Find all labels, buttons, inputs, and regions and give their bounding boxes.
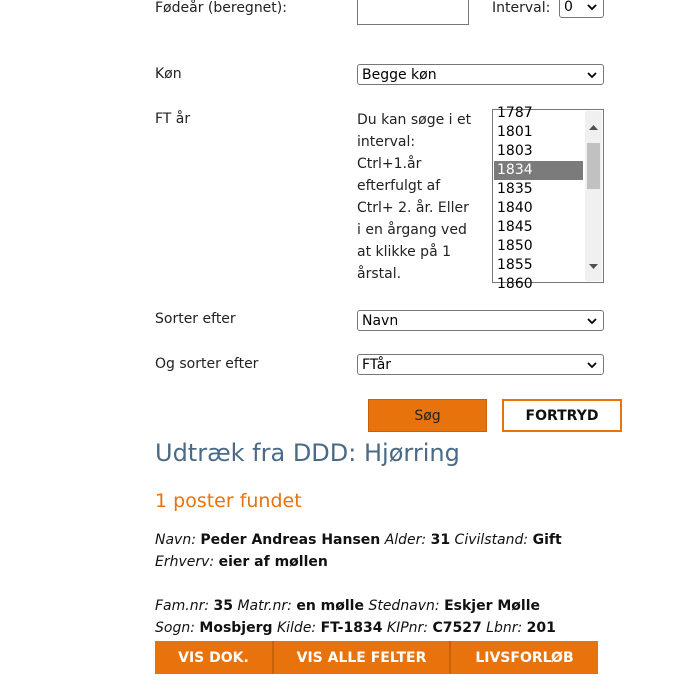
show-doc-button[interactable]: VIS DOK. [155, 641, 274, 674]
show-all-fields-button[interactable]: VIS ALLE FELTER [274, 641, 451, 674]
cancel-button[interactable]: FORTRYD [502, 399, 622, 432]
gender-label: Køn [155, 66, 182, 82]
scroll-down-icon[interactable] [588, 256, 599, 275]
chevron-down-icon [585, 68, 599, 82]
ft-year-help-text: Du kan søge i et interval: Ctrl+1.år efterfulgt af Ctrl+ 2. år. Eller i en årgang ved at klikke på 1 årstal. [357, 112, 472, 282]
parish-label: Sogn: [155, 620, 195, 636]
civil-value: Gift [532, 532, 562, 548]
sort-label: Sorter efter [155, 311, 236, 327]
sort2-value: FTår [362, 356, 392, 373]
chevron-down-icon [585, 358, 599, 372]
record-block [155, 529, 615, 639]
scroll-up-icon[interactable] [588, 116, 599, 135]
kipnr-value: C7527 [432, 620, 482, 636]
ft-year-listbox[interactable] [492, 105, 604, 292]
name-value: Peder Andreas Hansen [200, 532, 381, 548]
civil-label: Civilstand: [454, 532, 529, 548]
record-actions [155, 641, 598, 674]
famnr-value: 35 [213, 598, 234, 614]
scroll-thumb[interactable] [587, 143, 600, 189]
parish-value: Mosbjerg [199, 620, 273, 636]
results-heading: Udtræk fra DDD: Hjørring [155, 439, 460, 467]
place-value: Eskjer Mølle [444, 598, 541, 614]
chevron-down-icon [585, 314, 599, 328]
ft-year-option[interactable]: 1835 [497, 181, 533, 197]
record-line-3 [155, 595, 615, 617]
ft-year-label: FT år [155, 111, 191, 127]
occupation-value: eier af møllen [218, 554, 328, 570]
interval-label: Interval: [492, 0, 551, 16]
place-label: Stednavn: [368, 598, 440, 614]
birth-year-label: Fødeår (beregnet): [155, 0, 287, 16]
source-label: Kilde: [276, 620, 317, 636]
sort-value: Navn [362, 312, 399, 329]
age-label: Alder: [384, 532, 427, 548]
ft-year-option[interactable]: 1845 [497, 219, 533, 235]
sort2-label: Og sorter efter [155, 356, 259, 372]
famnr-label: Fam.nr: [155, 598, 210, 614]
life-course-button[interactable]: LIVSFORLØB [475, 649, 574, 666]
chevron-down-icon [585, 0, 599, 14]
search-button[interactable]: Søg [368, 399, 487, 432]
sort-select[interactable] [357, 310, 604, 331]
ft-year-option[interactable]: 1834 [494, 161, 583, 180]
record-line-4 [155, 617, 615, 639]
source-value: FT-1834 [320, 620, 383, 636]
record-line-2 [155, 551, 615, 573]
name-label: Navn: [155, 532, 196, 548]
ft-year-option[interactable]: 1855 [497, 257, 533, 273]
age-value: 31 [430, 532, 451, 548]
lbnr-value: 201 [526, 620, 556, 636]
record-line-1 [155, 529, 615, 551]
ft-year-option[interactable]: 1860 [497, 276, 533, 292]
ft-year-option[interactable]: 1840 [497, 200, 533, 216]
ft-year-option[interactable]: 1803 [497, 143, 533, 159]
listbox-scrollbar[interactable] [585, 111, 602, 281]
kipnr-label: KIPnr: [386, 620, 429, 636]
occupation-label: Erhverv: [155, 554, 215, 570]
matrnr-value: en mølle [296, 598, 364, 614]
lbnr-label: Lbnr: [486, 620, 523, 636]
ft-year-option[interactable]: 1850 [497, 238, 533, 254]
interval-select[interactable] [559, 0, 604, 18]
results-count: 1 poster fundet [155, 490, 302, 512]
ft-year-option[interactable]: 1787 [497, 105, 533, 121]
birth-year-input[interactable] [357, 0, 469, 25]
ft-year-option[interactable]: 1801 [497, 124, 533, 140]
sort2-select[interactable] [357, 354, 604, 375]
matrnr-label: Matr.nr: [237, 598, 292, 614]
interval-value: 0 [564, 0, 573, 15]
gender-value: Begge køn [362, 66, 437, 83]
gender-select[interactable] [357, 64, 604, 85]
